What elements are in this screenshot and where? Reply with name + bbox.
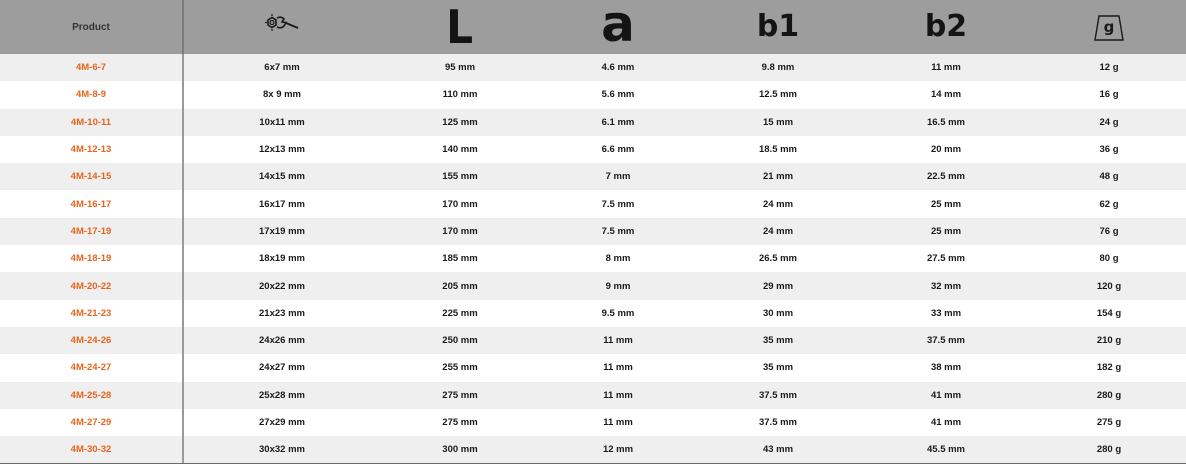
thickness-cell: 4.6 mm: [601, 62, 635, 74]
thickness-cell: 7.5 mm: [601, 225, 635, 237]
header-size: [184, 0, 380, 54]
b2-cell: 16.5 mm: [926, 116, 966, 128]
product-cell: 4M-27-29: [0, 409, 184, 436]
b2-cell: 25 mm: [930, 198, 962, 210]
weight-cell: 280 g: [1096, 389, 1122, 401]
length-cell: 170 mm: [442, 225, 478, 237]
table-row: [0, 109, 1186, 136]
size-cell: 17x19 mm: [259, 225, 305, 237]
thickness-cell: 9 mm: [605, 280, 631, 292]
weight-cell: 275 g: [1096, 417, 1122, 428]
thickness-cell: 5.6 mm: [601, 89, 635, 101]
table-row: [0, 354, 1186, 381]
thickness-cell: 9.5 mm: [601, 307, 635, 319]
size-cell: 24x26 mm: [259, 335, 305, 347]
b1-cell: 37.5 mm: [758, 417, 798, 428]
weight-cell: 182 g: [1096, 362, 1122, 374]
table-header: [0, 0, 1186, 54]
length-cell: 250 mm: [442, 335, 478, 347]
table-body: [0, 54, 1186, 463]
weight-cell: 12 g: [1099, 62, 1119, 74]
b1-cell: 24 mm: [762, 225, 794, 237]
product-cell: 4M-18-19: [0, 245, 184, 272]
weight-cell: 16 g: [1099, 89, 1119, 101]
thickness-symbol: a: [601, 0, 635, 53]
weight-cell: 154 g: [1096, 307, 1122, 319]
length-cell: 170 mm: [442, 198, 478, 210]
product-cell: 4M-14-15: [0, 163, 184, 190]
nut-wrench-size-icon: [262, 13, 302, 42]
b2-cell: 32 mm: [930, 280, 962, 292]
b2-cell: 45.5 mm: [926, 444, 966, 456]
b1-cell: 29 mm: [762, 280, 794, 292]
size-cell: 12x13 mm: [259, 144, 305, 156]
b2-cell: 38 mm: [930, 362, 962, 374]
weight-cell: 120 g: [1096, 280, 1122, 292]
size-cell: 10x11 mm: [259, 116, 305, 128]
size-cell: 8x 9 mm: [262, 89, 302, 101]
b1-cell: 35 mm: [762, 362, 794, 374]
length-symbol: L: [446, 0, 474, 54]
weight-cell: 36 g: [1099, 144, 1119, 156]
length-cell: 185 mm: [442, 253, 478, 265]
length-cell: 155 mm: [442, 171, 478, 183]
b2-cell: 20 mm: [930, 144, 962, 156]
b1-cell: 37.5 mm: [758, 389, 798, 401]
b2-cell: 41 mm: [930, 389, 962, 401]
b1-cell: 18.5 mm: [758, 144, 798, 156]
b1-cell: 24 mm: [762, 198, 794, 210]
size-cell: 6x7 mm: [264, 62, 300, 74]
header-b2: [860, 0, 1032, 54]
thickness-cell: 11 mm: [603, 335, 633, 347]
header-weight: [1032, 0, 1186, 54]
thickness-cell: 8 mm: [605, 253, 631, 265]
header-b1: [696, 0, 860, 54]
table-row: [0, 81, 1186, 108]
length-cell: 95 mm: [444, 62, 476, 74]
thickness-cell: 6.1 mm: [601, 116, 635, 128]
product-cell: 4M-24-26: [0, 327, 184, 354]
weight-cell: 280 g: [1096, 444, 1122, 456]
bottom-divider: [0, 463, 1186, 464]
table-row: [0, 136, 1186, 163]
weight-cell: 24 g: [1099, 116, 1119, 128]
thickness-cell: 11 mm: [603, 417, 633, 428]
weight-cell: 76 g: [1099, 225, 1119, 237]
size-cell: 24x27 mm: [259, 362, 305, 374]
b1-symbol: b1: [756, 9, 800, 44]
b1-cell: 12.5 mm: [758, 89, 798, 101]
size-cell: 18x19 mm: [259, 253, 305, 265]
b2-cell: 25 mm: [930, 225, 962, 237]
weight-cell: 80 g: [1099, 253, 1119, 265]
table-row: [0, 190, 1186, 217]
table-row: [0, 245, 1186, 272]
size-cell: 30x32 mm: [259, 444, 305, 456]
header-length: [380, 0, 540, 54]
length-cell: 275 mm: [442, 389, 478, 401]
product-cell: 4M-8-9: [0, 81, 184, 108]
b2-cell: 14 mm: [930, 89, 962, 101]
product-cell: 4M-30-32: [0, 436, 184, 463]
b1-cell: 43 mm: [762, 444, 794, 456]
length-cell: 110 mm: [442, 89, 478, 101]
size-cell: 14x15 mm: [259, 171, 305, 183]
size-cell: 21x23 mm: [259, 307, 305, 319]
thickness-cell: 6.6 mm: [601, 144, 635, 156]
size-cell: 27x29 mm: [259, 417, 305, 428]
product-cell: 4M-6-7: [0, 54, 184, 81]
product-cell: 4M-12-13: [0, 136, 184, 163]
thickness-cell: 7 mm: [605, 171, 631, 183]
table-row: [0, 54, 1186, 81]
table-row: [0, 382, 1186, 409]
table-row: [0, 436, 1186, 463]
b1-cell: 30 mm: [762, 307, 794, 319]
product-cell: 4M-25-28: [0, 382, 184, 409]
b1-cell: 9.8 mm: [761, 62, 795, 74]
b2-cell: 27.5 mm: [926, 253, 966, 265]
weight-icon: [1092, 10, 1126, 44]
table-row: [0, 300, 1186, 327]
length-cell: 125 mm: [442, 116, 478, 128]
weight-cell: 210 g: [1096, 335, 1122, 347]
table-row: [0, 218, 1186, 245]
product-cell: 4M-21-23: [0, 300, 184, 327]
length-cell: 275 mm: [442, 417, 478, 428]
table-row: [0, 272, 1186, 299]
b2-cell: 22.5 mm: [926, 171, 966, 183]
size-cell: 25x28 mm: [259, 389, 305, 401]
thickness-cell: 11 mm: [603, 389, 633, 401]
thickness-cell: 11 mm: [603, 362, 633, 374]
product-cell: 4M-16-17: [0, 190, 184, 217]
b2-symbol: b2: [924, 9, 968, 44]
b2-cell: 33 mm: [930, 307, 962, 319]
product-cell: 4M-24-27: [0, 354, 184, 381]
size-cell: 20x22 mm: [259, 280, 305, 292]
length-cell: 205 mm: [442, 280, 478, 292]
header-thickness: [540, 0, 696, 54]
b2-cell: 37.5 mm: [926, 335, 966, 347]
product-cell: 4M-20-22: [0, 272, 184, 299]
weight-cell: 48 g: [1099, 171, 1119, 183]
size-cell: 16x17 mm: [259, 198, 305, 210]
weight-glyph: g: [1103, 18, 1115, 36]
table-row: [0, 327, 1186, 354]
b1-cell: 35 mm: [762, 335, 794, 347]
product-cell: 4M-17-19: [0, 218, 184, 245]
product-cell: 4M-10-11: [0, 109, 184, 136]
table-row: [0, 163, 1186, 190]
length-cell: 300 mm: [442, 444, 478, 456]
length-cell: 255 mm: [442, 362, 478, 374]
weight-cell: 62 g: [1099, 198, 1119, 210]
b1-cell: 26.5 mm: [758, 253, 798, 265]
thickness-cell: 7.5 mm: [601, 198, 635, 210]
b2-cell: 41 mm: [930, 417, 962, 428]
table-row: [0, 409, 1186, 436]
thickness-cell: 12 mm: [602, 444, 634, 456]
header-product: Product: [0, 0, 184, 54]
length-cell: 225 mm: [442, 307, 478, 319]
length-cell: 140 mm: [442, 144, 478, 156]
b1-cell: 21 mm: [762, 171, 794, 183]
b2-cell: 11 mm: [931, 62, 961, 74]
b1-cell: 15 mm: [762, 116, 794, 128]
